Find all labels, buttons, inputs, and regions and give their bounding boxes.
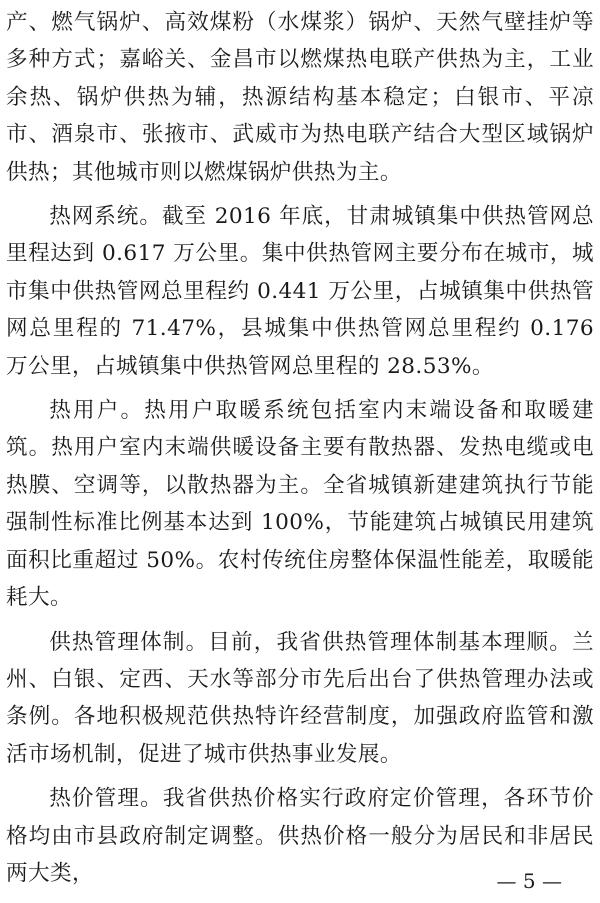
paragraph-heat-users: 热用户。热用户取暖系统包括室内末端设备和取暖建筑。热用户室内末端供暖设备主要有散热器、发热电缆或电热膜、空调等，以散热器为主。全省城镇新建建筑执行节能强制性标准比例基本达到 100%，节能建筑占城镇民用建筑面积比重超过 50%。农村传统住房整体保温性能差，取暖能耗大。 [6, 398, 594, 611]
paragraph-heat-source-continued: 产、燃气锅炉、高效煤粉（水煤浆）锅炉、天然气壁挂炉等多种方式；嘉峪关、金昌市以燃煤热电联产供热为主，工业余热、锅炉供热为辅，热源结构基本稳定；白银市、平凉市、酒泉市、张掖市、武威市为热电联产结合大型区域锅炉供热；其他城市则以燃煤锅炉供热为主。 [6, 10, 594, 185]
paragraph-heating-management-system: 供热管理体制。目前，我省供热管理体制基本理顺。兰州、白银、定西、天水等部分市先后出台了供热管理办法或条例。各地积极规范供热特许经营制度，加强政府监管和激活市场机制，促进了城市供热事业发展。 [6, 629, 594, 767]
paragraph-heat-price-management: 热价管理。我省供热价格实行政府定价管理，各环节价格均由市县政府制定调整。供热价格一般分为居民和非居民两大类， [6, 786, 594, 886]
paragraph-heat-network: 热网系统。截至 2016 年底，甘肃城镇集中供热管网总里程达到 0.617 万公里。集中供热管网主要分布在城市，城市集中供热管网总里程约 0.441 万公里，占城镇集中供热管网总里程的 71.47%，县城集中供热管网总里程约 0.176 万公里，占城镇集中供热管网总里程的 28.53%。 [6, 204, 594, 379]
body-text [6, 4, 594, 899]
page-number-footer [0, 868, 600, 894]
page-number: — 5 — [496, 869, 562, 893]
